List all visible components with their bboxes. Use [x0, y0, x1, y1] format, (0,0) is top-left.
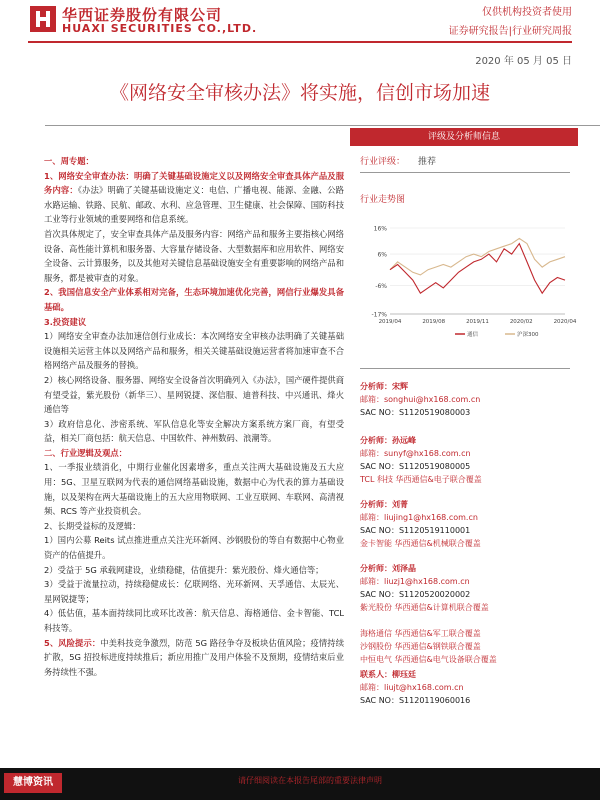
analyst-name: 联系人：柳珏廷	[360, 670, 416, 679]
section-2-para-4: 2）受益于 5G 承载网建设，业绩稳健，估值提升：紫光股份、烽火通信等；	[44, 564, 324, 575]
main-content	[44, 154, 344, 679]
section-2-para-3: 1）国内公募 Reits 试点推进重点关注光环新网、沙钢股份的等自有数据中心物业资产的估值提升。	[44, 535, 344, 561]
x-tick-label: 2020/02	[509, 319, 533, 325]
y-tick-label: -6%	[375, 282, 387, 290]
analyst-sac-number: SAC NO：S1120519080003	[360, 408, 471, 417]
section-3-heading: 3.投资建议	[44, 316, 87, 327]
section-2-para-2: 2、长期受益标的及逻辑：	[44, 520, 141, 531]
analyst-email-link[interactable]: 邮箱：sunyf@hx168.com.cn	[360, 449, 471, 458]
audience-note: 仅供机构投资者使用	[482, 7, 572, 18]
industry-trend-chart	[360, 222, 577, 342]
analyst-card	[360, 562, 497, 666]
analyst-email-link[interactable]: 邮箱：liujing1@hx168.com.cn	[360, 513, 478, 522]
report-title: 《网络安全审核办法》将实施，信创市场加速	[109, 82, 490, 104]
rating-label: 行业评级：	[360, 157, 406, 167]
analyst-email-link[interactable]: 邮箱：liuzj1@hx168.com.cn	[360, 577, 470, 586]
x-tick-label: 2019/08	[422, 319, 446, 325]
brand-name-cn: 华西证券股份有限公司	[62, 6, 223, 24]
section-1-heading: 一、周专题：	[44, 156, 94, 166]
legend-label: 沪深300	[517, 332, 539, 338]
analyst-name: 分析师：宋辉	[360, 382, 408, 391]
analyst-sac-number: SAC NO：S1120119060016	[360, 696, 471, 705]
section-2-para-6: 4）低估值，基本面持续同比或环比改善：航天信息、海格通信、金卡智能、TCL 科技等。	[44, 608, 344, 633]
section-1-para-1-body: 《办法》明确了关键基础设施定义：电信、广播电视、能源、金融、公路水路运输、铁路、民航、邮政、水利、应急管理、卫生健康、社会保障、国防科技工业等行业领域的重要网络和信息系统。	[44, 185, 344, 225]
y-tick-label: 6%	[377, 251, 387, 259]
section-2-heading: 二、行业逻辑及观点：	[44, 447, 127, 458]
analyst-name: 分析师：孙远峰	[360, 436, 416, 445]
section-3-para-3: 3）政府信息化、涉密系统、军队信息化等安全解决方案系统方案厂商，有望受益，相关厂商包括：航天信息、中国软件、神州数码、浪潮等。	[44, 418, 344, 444]
coverage-note: TCL 科技 华西通信&电子联合覆盖	[360, 475, 482, 484]
risk-lead: 5、风险提示：	[44, 637, 101, 648]
section-1-para-1	[44, 169, 344, 227]
analyst-sac-number: SAC NO：S1120519110001	[360, 526, 471, 535]
analyst-card	[360, 434, 482, 486]
x-tick-label: 2019/11	[466, 319, 489, 325]
sidebar-header: 评级及分析师信息	[350, 128, 578, 146]
analyst-email-link[interactable]: 邮箱：songhui@hx168.com.cn	[360, 395, 481, 404]
analyst-sac-number: SAC NO：S1120519080005	[360, 462, 471, 471]
coverage-note: 中恒电气 华西通信&电气设备联合覆盖	[360, 655, 497, 664]
section-1-para-3: 2、我国信息安全产业体系相对完备，生态环境加速优化完善，网信行业爆发具备基础。	[44, 287, 344, 312]
x-tick-label: 2020/04	[553, 319, 577, 325]
sidebar-divider	[360, 172, 570, 173]
analyst-name: 分析师：刘泽晶	[360, 564, 416, 573]
section-3-para-2: 2）核心网络设备、服务器、网络安全设备首次明确列入《办法》，国产硬件提供商有望受益，紫光股份（新华三）、星网锐捷、深信服、迪普科技、中兴通讯、烽火通信等	[44, 374, 344, 415]
header-divider	[28, 41, 572, 43]
analyst-sac-number: SAC NO：S1120520020002	[360, 590, 471, 599]
y-tick-label: -17%	[371, 311, 387, 319]
company-logo-icon	[30, 6, 56, 32]
series-line	[390, 244, 565, 294]
analyst-email-link[interactable]: 邮箱：liujt@hx168.com.cn	[360, 683, 464, 692]
section-2-para-5: 3）受益于流量拉动，持续稳健成长：亿联网络、光环新网、天孚通信、太辰光、星网锐捷等；	[44, 579, 344, 604]
coverage-note	[360, 614, 497, 627]
risk-body: 中美科技竞争激烈，防范 5G 路径争夺及板块估值风险；疫情持续扩散，5G 招投标进度持续推后；新应用推广及用户体验不及预期，疫情结束后业务持续性不强。	[44, 637, 344, 677]
legend-label: 通信	[467, 332, 479, 338]
report-type: 证券研究报告|行业研究周报	[448, 26, 572, 37]
brand-name-en: HUAXI SECURITIES CO.,LTD.	[62, 22, 258, 35]
coverage-note: 海格通信 华西通信&军工联合覆盖	[360, 629, 481, 638]
sidebar-divider-2	[360, 368, 570, 369]
section-2-para-1: 1、一季报业绩消化，中期行业催化因素增多，重点关注两大基础设施及五大应用：5G、卫星互联网为代表的通信网络基础设施，数据中心为代表的算力基础设施，以及架构在两大基础设施上的五大应用物联网、工业互联网、车联网、高清视频、RCS 等产业投资机会。	[44, 462, 344, 517]
analyst-card	[360, 380, 480, 419]
coverage-note: 紫光股份 华西通信&计算机联合覆盖	[360, 603, 489, 612]
trend-label: 行业走势图	[360, 195, 406, 205]
section-1-para-1-lead: 1、网络安全审查办法：明确了关键基础设施定义以及网络安全审查具体产品及服务内容：	[44, 170, 344, 196]
footer-logo: 慧博资讯	[4, 773, 62, 793]
analyst-name: 分析师：刘菁	[360, 500, 408, 509]
section-1-para-2: 首次具体规定了，安全审查具体产品及服务内容：网络产品和服务主要指核心网络设备、高性能计算机和服务器、大容量存储设备、大型数据库和应用软件、网络安全设备、云计算服务，以及其他对关键信息基础设施安全有重要影响的网络产品和服务，都是被审查的对象。	[44, 228, 344, 283]
risk-para	[44, 636, 344, 680]
coverage-note: 沙钢股份 华西通信&钢铁联合覆盖	[360, 642, 481, 651]
series-line	[390, 238, 565, 275]
analyst-card	[360, 498, 481, 550]
legal-note: 请仔细阅读在本报告尾部的重要法律声明	[238, 776, 382, 785]
x-tick-label: 2019/04	[378, 319, 402, 325]
coverage-note: 金卡智能 华西通信&机械联合覆盖	[360, 539, 481, 548]
report-date: 2020 年 05 月 05 日	[475, 56, 572, 67]
sidebar	[350, 128, 578, 768]
rating-value: 推荐	[418, 157, 437, 167]
title-divider	[45, 125, 600, 126]
y-tick-label: 16%	[373, 225, 387, 233]
section-3-para-1: 1）网络安全审查办法加速信创行业成长：本次网络安全审核办法明确了关键基础设施相关运营主体以及网络产品和服务，相关关键基础设施运营者将加速审查不合格网络产品及服务的替换。	[44, 331, 344, 371]
analyst-card	[360, 668, 470, 707]
